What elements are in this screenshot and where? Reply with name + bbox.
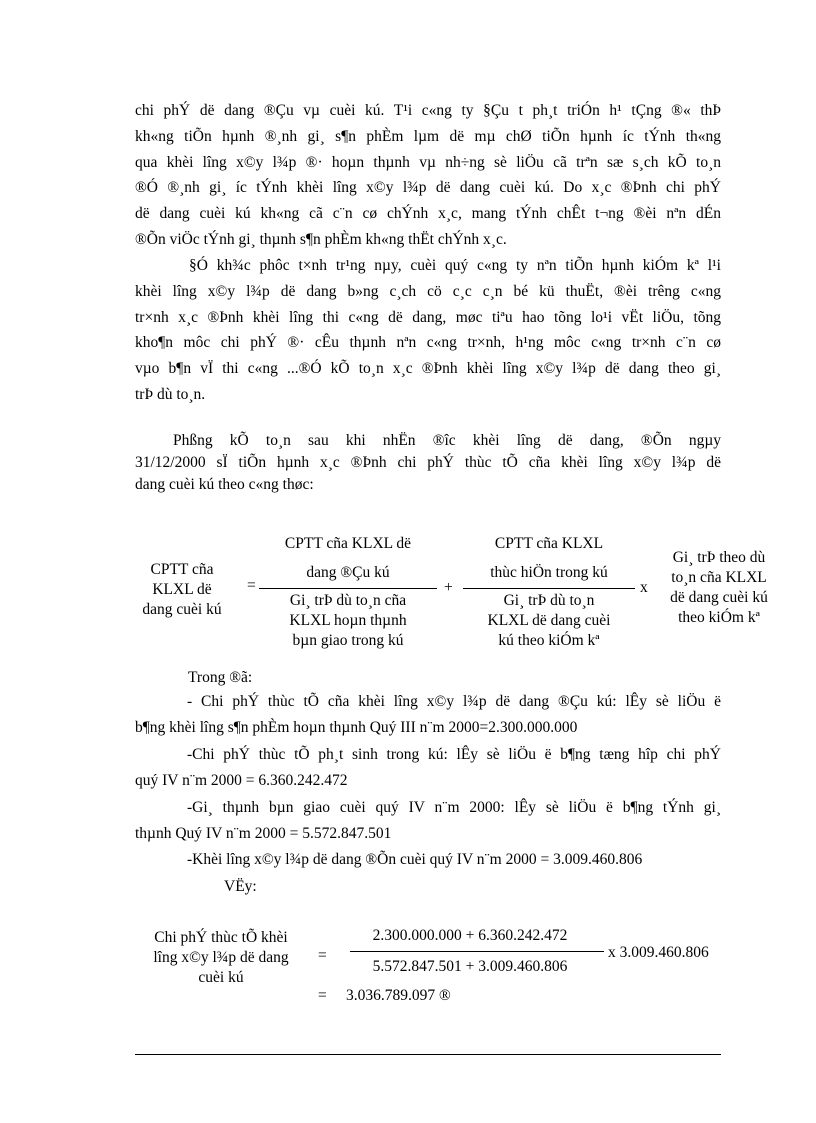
fraction1-bar bbox=[259, 588, 437, 589]
equals-sign: = bbox=[318, 947, 327, 964]
text-line: dë dang cuèi kú kh«ng cã c¨n cø chÝnh x¸c, mang tÝnh chÊt t¬ng ®èi nªn dÉn bbox=[135, 205, 721, 223]
calc-denominator: 5.572.847.501 + 3.009.460.806 bbox=[372, 958, 568, 975]
plus-sign: + bbox=[444, 579, 453, 596]
fraction2-bar bbox=[463, 588, 635, 589]
text-line: §Ó kh¾c phôc t×nh tr¹ng nµy, cuèi quý c«ng ty nªn tiÕn hµnh kiÓm kª l¹i bbox=[189, 257, 721, 274]
fraction1-denominator bbox=[256, 591, 440, 651]
fraction2-denominator bbox=[460, 591, 638, 651]
text-line: vµo b¶n vÏ thi c«ng ...®Ó kÕ to¸n x¸c ®Þnh khèi lîng x©y l¾p dë dang theo gi¸ bbox=[135, 360, 721, 378]
denominator-line: Gi¸ trÞ dù to¸n bbox=[503, 592, 595, 609]
text-line: kh«ng tiÕn hµnh ®¸nh gi¸ s¶n phÈm lµm dë mµ chØ tiÕn hµnh íc tÝnh th«ng bbox=[135, 127, 721, 145]
text-line: trÞ dù to¸n. bbox=[135, 385, 206, 403]
calc-lhs-line: Chi phÝ thùc tÕ khèi bbox=[154, 929, 288, 946]
rhs-line: to¸n cña KLXL bbox=[671, 569, 767, 586]
denominator-line: KLXL dë dang cuèi bbox=[487, 612, 611, 629]
formula-rhs bbox=[656, 548, 782, 628]
paragraph-1 bbox=[135, 98, 721, 253]
fraction2-numerator bbox=[460, 529, 638, 587]
numerator-line: dang ®Çu kú bbox=[306, 564, 390, 581]
numerator-line: CPTT cña KLXL dë bbox=[284, 535, 412, 552]
calc-multiplier: x 3.009.460.806 bbox=[608, 944, 709, 961]
numerator-line: CPTT cña KLXL bbox=[494, 535, 604, 552]
times-sign: x bbox=[640, 579, 648, 596]
equals-sign: = bbox=[247, 577, 256, 594]
text-line: ®Ó ®¸nh gi¸ íc tÝnh khèi lîng x©y l¾p dë dang cuèi kú. Do x¸c ®Þnh chi phÝ bbox=[135, 179, 721, 197]
text-line: tr×nh x¸c ®Þnh khèi lîng thi c«ng dë dang, møc tiªu hao tõng lo¹i vËt liÖu, tõng bbox=[135, 308, 721, 326]
text-line: ®Õn viÖc tÝnh gi¸ thµnh s¶n phÈm kh«ng thËt chÝnh x¸c. bbox=[135, 230, 507, 248]
calc-numerator: 2.300.000.000 + 6.360.242.472 bbox=[372, 927, 568, 944]
where-label: Trong ®ã: bbox=[188, 669, 253, 686]
text-line: Phßng kÕ to¸n sau khi nhËn ®îc khèi lîng dë dang, ®Õn ngµy bbox=[173, 432, 721, 449]
text-line: chi phÝ dë dang ®Çu vµ cuèi kú. T¹i c«ng ty §Çu t ph¸t triÓn h¹ tÇng ®« thÞ bbox=[135, 102, 721, 119]
text-line: qua khèi lîng x©y l¾p ®· hoµn thµnh vµ nh÷ng sè liÖu cã trªn sæ s¸ch kÕ to¸n bbox=[135, 153, 721, 171]
definitions-list bbox=[135, 689, 721, 874]
formula-lhs-line: dang cuèi kú bbox=[142, 601, 222, 618]
paragraph-2 bbox=[135, 253, 721, 408]
list-item: b¶ng khèi lîng s¶n phÈm hoµn thµnh Quý III n¨m 2000=2.300.000.000 bbox=[135, 719, 578, 737]
formula-lhs-line: KLXL dë bbox=[152, 581, 212, 598]
paragraph-3 bbox=[135, 430, 721, 496]
list-item: - Chi phÝ thùc tÕ cña khèi lîng x©y l¾p dë dang ®Çu kú: lÊy sè liÖu ë bbox=[187, 693, 721, 710]
rhs-line: Gi¸ trÞ theo dù bbox=[672, 549, 766, 566]
denominator-line: bµn giao trong kú bbox=[292, 632, 404, 649]
rhs-line: dë dang cuèi kú bbox=[670, 589, 768, 606]
rhs-line: theo kiÓm kª bbox=[678, 609, 760, 626]
calc-lhs-line: lîng x©y l¾p dë dang bbox=[153, 949, 289, 966]
list-item: -Gi¸ thµnh bµn giao cuèi quý IV n¨m 2000: lÊy sè liÖu ë b¶ng tÝnh gi¸ bbox=[187, 798, 721, 816]
denominator-line: Gi¸ trÞ dù to¸n cña bbox=[289, 592, 407, 609]
list-item: thµnh Quý IV n¨m 2000 = 5.572.847.501 bbox=[135, 825, 392, 843]
text-line: dang cuèi kú theo c«ng thøc: bbox=[135, 476, 314, 493]
denominator-line: kú theo kiÓm kª bbox=[498, 632, 600, 649]
numerator-line: thùc hiÖn trong kú bbox=[490, 564, 608, 581]
formula-lhs bbox=[130, 560, 234, 620]
footer-divider bbox=[135, 1054, 721, 1055]
calc-result: 3.036.789.097 ® bbox=[346, 987, 451, 1004]
text-line: 31/12/2000 sÏ tiÕn hµnh x¸c ®Þnh chi phÝ thùc tÕ cña khèi lîng x©y l¾p dë bbox=[135, 454, 721, 471]
calc-lhs-line: cuèi kú bbox=[198, 969, 244, 986]
formula-lhs-line: CPTT cña bbox=[150, 561, 214, 578]
therefore-label: VËy: bbox=[224, 878, 257, 895]
equals-sign: = bbox=[318, 987, 327, 1004]
list-item: quý IV n¨m 2000 = 6.360.242.472 bbox=[135, 772, 348, 790]
list-item: -Chi phÝ thùc tÕ ph¸t sinh trong kú: lÊy sè liÖu ë b¶ng tæng hîp chi phÝ bbox=[187, 745, 721, 763]
calc-lhs bbox=[136, 928, 306, 988]
fraction1-numerator bbox=[256, 529, 440, 587]
text-line: kho¶n môc chi phÝ ®· cÊu thµnh nªn c«ng tr×nh, h¹ng môc c«ng tr×nh c¨n cø bbox=[135, 334, 721, 352]
denominator-line: KLXL hoµn thµnh bbox=[289, 612, 407, 629]
calc-fraction-bar bbox=[350, 951, 604, 952]
text-line: khèi lîng x©y l¾p dë dang b»ng c¸ch cö c¸c c¸n bé kü thuËt, ®èi trêng c«ng bbox=[135, 282, 721, 300]
list-item: -Khèi lîng x©y l¾p dë dang ®Õn cuèi quý IV n¨m 2000 = 3.009.460.806 bbox=[187, 851, 643, 869]
